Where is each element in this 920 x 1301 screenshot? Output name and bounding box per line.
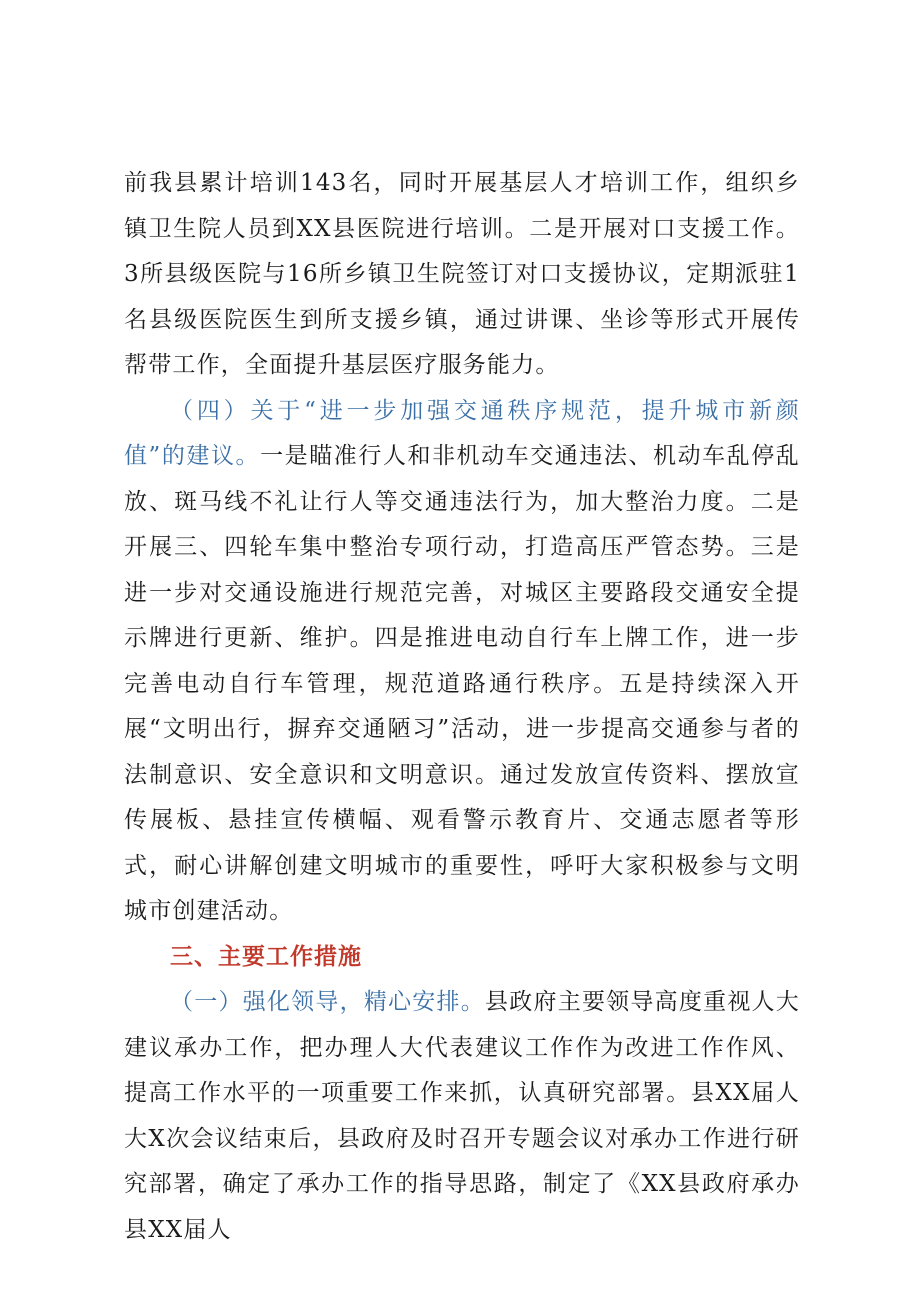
paragraph-medical-training (124, 161, 800, 389)
paragraph-text: 县政府主要领导高度重视人大建议承办工作，把办理人大代表建议工作作为改进工作作风、提高工作水平的一项重要工作来抓，认真研究部署。县XX届人大X次会议结束后，县政府及时召开专题会议对承办工作进行研究部署，确定了承办工作的指导思路，制定了《XX县政府承办县XX届人 (124, 989, 800, 1243)
paragraph-text: 前我县累计培训143名，同时开展基层人才培训工作，组织乡镇卫生院人员到XX县医院进行培训。二是开展对口支援工作。3所县级医院与16所乡镇卫生院签订对口支援协议，定期派驻1名县级医院医生到所支援乡镇，通过讲课、坐诊等形式开展传帮带工作，全面提升基层医疗服务能力。 (124, 170, 800, 378)
section-heading-main-measures: 三、主要工作措施 (170, 943, 362, 970)
subheading-leadership: （一）强化领导，精心安排。 (170, 989, 486, 1015)
paragraph-traffic-order (124, 389, 800, 935)
subheading-traffic-proposal: （四）关于“进一步加强交通秩序规范，提升城市新颜值”的建议。 (124, 397, 800, 469)
document-body (124, 161, 800, 1253)
paragraph-text: 一是瞄准行人和非机动车交通违法、机动车乱停乱放、斑马线不礼让行人等交通违法行为，加大整治力度。二是开展三、四轮车集中整治专项行动，打造高压严管态势。三是进一步对交通设施进行规范完善，对城区主要路段交通安全提示牌进行更新、维护。四是推进电动自行车上牌工作，进一步完善电动自行车管理，规范道路通行秩序。五是持续深入开展“文明出行，摒弃交通陋习”活动，进一步提高交通参与者的法制意识、安全意识和文明意识。通过发放宣传资料、摆放宣传展板、悬挂宣传横幅、观看警示教育片、交通志愿者等形式，耐心讲解创建文明城市的重要性，呼吁大家积极参与文明城市创建活动。 (124, 443, 800, 924)
paragraph-leadership (124, 980, 800, 1253)
